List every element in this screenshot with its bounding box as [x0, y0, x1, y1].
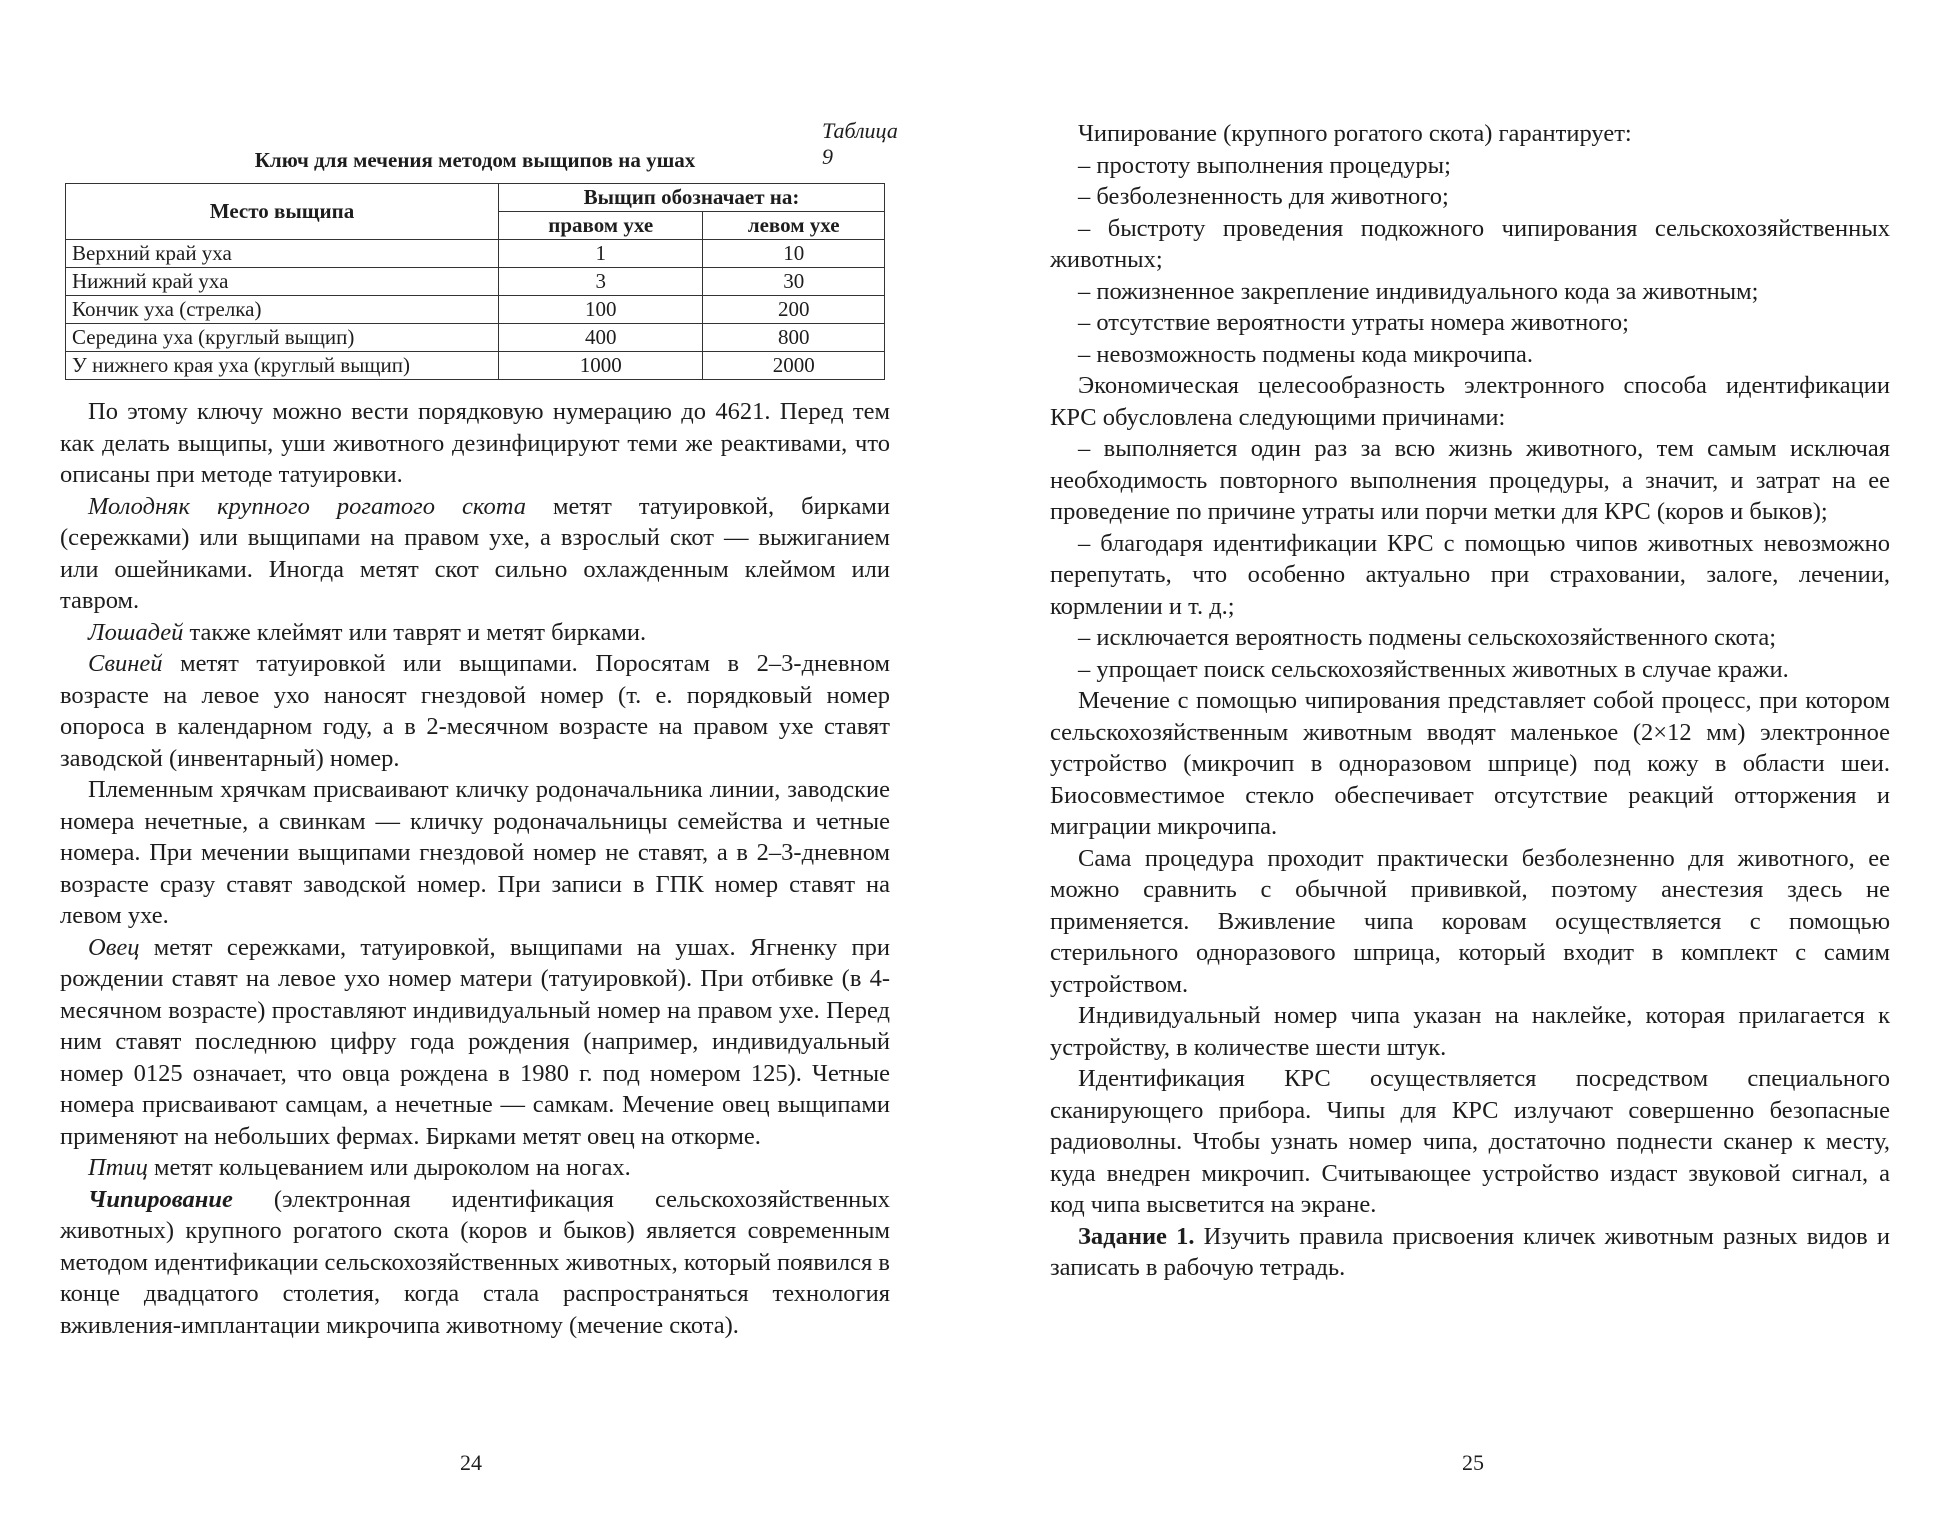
- task-paragraph: [1050, 1221, 1890, 1284]
- paragraph-text: метят татуировкой, бирками (сережками) или выщипами на правом ухе, а взрослый скот — выжиганием или ошейниками. Иногда метят скот сильно охлажденным клеймом или тавром.: [60, 492, 891, 614]
- col-header-group: Выщип обозначает на:: [499, 184, 885, 212]
- paragraph: [60, 617, 890, 649]
- list-item: – пожизненное закрепление индивидуального кода за животным;: [1078, 277, 1759, 305]
- cell-right: 100: [499, 296, 703, 324]
- cell-left: 2000: [703, 352, 885, 380]
- cell-place: Нижний край уха: [66, 268, 499, 296]
- cell-place: Верхний край уха: [66, 240, 499, 268]
- paragraph-text: (электронная идентификация сельскохозяйственных животных) крупного рогатого скота (коров и быков) является современным методом идентификации сельскохозяйственных животных, который появился в конце двадцатого столетия, когда стала распространяться технология вживления-имплантации микрочипа животному (мечение скота).: [60, 1185, 890, 1339]
- left-body-text: [60, 396, 890, 1341]
- emphasis: Лошадей: [88, 618, 184, 646]
- list-item: – выполняется один раз за всю жизнь животного, тем самым исключая необходимость повторного выполнения процедуры, а значит, и затрат на ее проведение по причине утраты или порчи метки для КРС (коров и быков);: [1050, 435, 1890, 525]
- paragraph: [60, 1152, 890, 1184]
- paragraph-text: метят кольцеванием или дыроколом на ногах.: [147, 1154, 631, 1181]
- paragraph: Экономическая целесообразность электронного способа идентификации КРС обусловлена следующими причинами:: [1050, 372, 1890, 431]
- paragraph: Чипирование (крупного рогатого скота) гарантирует:: [1078, 120, 1632, 147]
- list-item: – благодаря идентификации КРС с помощью чипов животных невозможно перепутать, что особенно актуально при страховании, залоге, лечении, кормлении и т. д.;: [1050, 529, 1890, 620]
- cell-right: 400: [499, 324, 703, 352]
- col-header-left-ear: левом ухе: [703, 212, 885, 240]
- table-row: [66, 240, 885, 268]
- col-header-place: Место выщипа: [66, 184, 499, 240]
- table-label: Таблица 9: [822, 118, 898, 169]
- paragraph: [60, 491, 890, 617]
- list-item: – безболезненность для животного;: [1078, 183, 1449, 210]
- right-page: [1050, 0, 1890, 1524]
- cell-left: 200: [703, 296, 885, 324]
- paragraph: [60, 1184, 890, 1342]
- table-row: [66, 324, 885, 352]
- cell-left: 30: [703, 268, 885, 296]
- list-item: – невозможность подмены кода микрочипа.: [1078, 340, 1534, 368]
- paragraph: Индивидуальный номер чипа указан на наклейке, которая прилагается к устройству, в количестве шести штук.: [1050, 1002, 1890, 1061]
- task-text: Изучить правила присвоения кличек животным разных видов и записать в рабочую тетрадь.: [1050, 1222, 1890, 1281]
- paragraph: [60, 648, 890, 774]
- list-item: – исключается вероятность подмены сельскохозяйственного скота;: [1078, 624, 1777, 651]
- notch-key-table: [65, 183, 885, 380]
- cell-place: Середина уха (круглый выщип): [66, 324, 499, 352]
- table-title: Ключ для мечения методом выщипов на ушах: [254, 148, 696, 172]
- emphasis: Овец: [88, 933, 140, 961]
- list-item: – быстроту проведения подкожного чипирования сельскохозяйственных животных;: [1050, 214, 1890, 273]
- table-row: [66, 352, 885, 380]
- emphasis: Свиней: [88, 650, 163, 677]
- emphasis: Молодняк крупного рогатого скота: [88, 492, 526, 520]
- paragraph: Идентификация КРС осуществляется посредством специального сканирующего прибора. Чипы для КРС излучают совершенно безопасные радиоволны. Чтобы узнать номер чипа, достаточно поднести сканер к месту, куда внедрен микрочип. Считывающее устройство издаст звуковой сигнал, а код чипа высветится на экране.: [1050, 1065, 1890, 1218]
- table-row: [66, 296, 885, 324]
- col-header-right-ear: правом ухе: [499, 212, 703, 240]
- paragraph: По этому ключу можно вести порядковую нумерацию до 4621. Перед тем как делать выщипы, уши животного дезинфицируют теми же реактивами, что описаны при методе татуировки.: [60, 398, 890, 488]
- cell-left: 10: [703, 240, 885, 268]
- cell-place: Кончик уха (стрелка): [66, 296, 499, 324]
- right-body-text: [1050, 118, 1890, 1284]
- cell-left: 800: [703, 324, 885, 352]
- cell-right: 3: [499, 268, 703, 296]
- paragraph: Мечение с помощью чипирования представляет собой процесс, при котором сельскохозяйственным животным вводят маленькое (2×12 мм) электронное устройство (микрочип в одноразовом шприце) под кожу в области шеи. Биосовместимое стекло обеспечивает отсутствие реакций отторжения и миграции микрочипа.: [1050, 687, 1890, 840]
- task-label: Задание 1.: [1078, 1222, 1195, 1250]
- cell-right: 1000: [499, 352, 703, 380]
- list-item: – упрощает поиск сельскохозяйственных животных в случае кражи.: [1078, 655, 1789, 683]
- page-number-left: 24: [460, 1450, 482, 1475]
- page-number-right: 25: [1462, 1450, 1484, 1475]
- emphasis-bold: Чипирование: [88, 1185, 233, 1213]
- left-page: [60, 0, 898, 1524]
- paragraph: Сама процедура проходит практически безболезненно для животного, ее можно сравнить с обычной прививкой, поэтому анестезия здесь не применяется. Вживление чипа коровам осуществляется с помощью стерильного одноразового шприца, который входит в комплект с самим устройством.: [1050, 844, 1890, 998]
- paragraph: [60, 932, 890, 1153]
- cell-right: 1: [499, 240, 703, 268]
- paragraph-text: метят сережками, татуировкой, выщипами на ушах. Ягненку при рождении ставят на левое ухо номер матери (татуировкой). При отбивке (в 4-месячном возрасте) проставляют индивидуальный номер на правом ухе. Перед ним ставят последнюю цифру года рождения (например, индивидуальный номер 0125 означает, что овца рождена в 1980 г. под номером 125). Четные номера присваивают самцам, а нечетные — самкам. Мечение овец выщипами применяют на небольших фермах. Бирками метят овец на откорме.: [60, 933, 890, 1150]
- paragraph: Племенным хрячкам присваивают кличку родоначальника линии, заводские номера нечетные, а свинкам — кличку родоначальницы семейства и четные номера. При мечении выщипами гнездовой номер не ставят, а в 2–3-дневном возрасте сразу ставят заводской номер. При записи в ГПК номер ставят на левом ухе.: [60, 776, 890, 929]
- paragraph-text: также клеймят или таврят и метят бирками.: [183, 618, 647, 646]
- table-row: [66, 268, 885, 296]
- emphasis: Птиц: [88, 1154, 148, 1181]
- paragraph-text: метят татуировкой или выщипами. Поросятам в 2–3-дневном возрасте на левое ухо наносят гнездовой номер (т. е. порядковый номер опороса в календарном году, а в 2-месячном возрасте на правом ухе ставят заводской (инвентарный) номер.: [60, 650, 890, 772]
- list-item: – простоту выполнения процедуры;: [1078, 151, 1451, 179]
- list-item: – отсутствие вероятности утраты номера животного;: [1078, 309, 1629, 336]
- cell-place: У нижнего края уха (круглый выщип): [66, 352, 499, 380]
